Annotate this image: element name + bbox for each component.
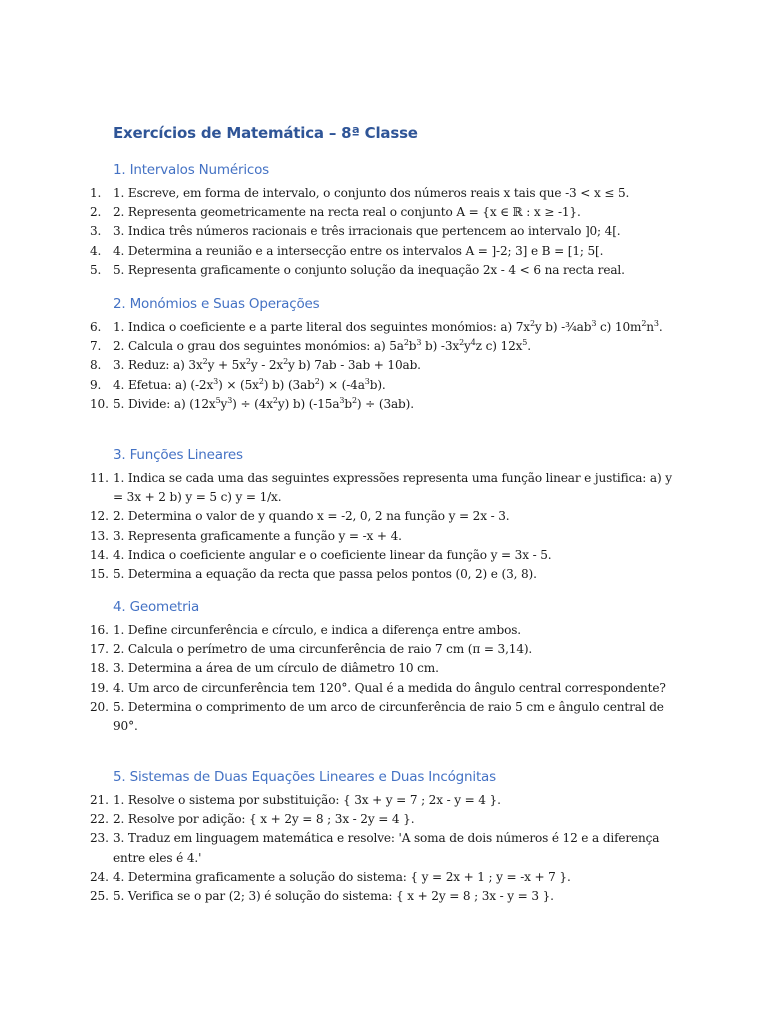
list-item	[90, 469, 673, 507]
list-item	[90, 242, 673, 261]
exercise-list	[90, 469, 673, 584]
item-number: 9.	[90, 377, 102, 392]
list-item	[90, 565, 673, 584]
item-text: 1. Indica se cada uma das seguintes expressões representa uma função linear e justifica: a) y = 3x + 2 b) y = 5 c) y = 1/x.	[113, 471, 672, 505]
list-item	[90, 203, 673, 222]
item-number: 15.	[90, 567, 109, 582]
item-text: 1. Indica o coeficiente e a parte literal dos seguintes monómios: a) $7x^2y$ b) $-\frac{3}{4}ab^3$ c) $10m^2n^3$.	[113, 319, 663, 334]
item-text: 5. Determina o comprimento de um arco de circunferência de raio 5 cm e ângulo central de 90°.	[113, 699, 664, 734]
section-heading: 3. Funções Lineares	[113, 447, 243, 463]
item-number: 5.	[90, 262, 102, 277]
list-item	[90, 659, 673, 678]
section-sistemas	[90, 767, 673, 906]
item-text: 3. Indica três números racionais e três irracionais que pertencem ao intervalo ]0; 4[.	[113, 224, 621, 239]
list-item	[90, 887, 673, 906]
section-heading: 2. Monómios e Suas Operações	[113, 296, 320, 312]
item-text: 5. Verifica se o par (2; 3) é solução do sistema: { x + 2y = 8 ; 3x - y = 3 }.	[113, 889, 554, 904]
item-number: 18.	[90, 661, 109, 676]
list-item	[90, 868, 673, 887]
item-text: 1. Define circunferência e círculo, e indica a diferença entre ambos.	[113, 623, 521, 637]
section-intervalos	[90, 160, 673, 280]
item-text: 2. Calcula o perímetro de uma circunferência de raio 7 cm (π = 3,14).	[113, 642, 533, 657]
item-text: 1. Escreve, em forma de intervalo, o conjunto dos números reais x tais que -3 < x ≤ 5.	[113, 186, 630, 200]
item-number: 25.	[90, 889, 109, 904]
item-text: 1. Resolve o sistema por substituição: { 3x + y = 7 ; 2x - y = 4 }.	[113, 793, 501, 807]
exercise-list	[90, 318, 673, 414]
item-number: 4.	[90, 243, 102, 258]
list-item	[90, 184, 673, 203]
section-funcoes	[90, 445, 673, 584]
list-item	[90, 829, 673, 867]
list-item	[90, 810, 673, 829]
list-item	[90, 261, 673, 280]
item-number: 1.	[90, 186, 102, 200]
list-item	[90, 621, 673, 640]
list-item	[90, 395, 673, 414]
item-number: 2.	[90, 205, 102, 220]
list-item	[90, 222, 673, 241]
item-number: 8.	[90, 358, 102, 373]
item-text: 5. Determina a equação da recta que passa pelos pontos (0, 2) e (3, 8).	[113, 567, 537, 582]
item-text: 2. Resolve por adição: { x + 2y = 8 ; 3x - 2y = 4 }.	[113, 812, 415, 827]
item-number: 12.	[90, 509, 109, 524]
item-number: 19.	[90, 680, 109, 695]
list-item	[90, 698, 673, 736]
list-item	[90, 546, 673, 565]
exercise-list	[90, 791, 673, 906]
section-heading: 5. Sistemas de Duas Equações Lineares e Duas Incógnitas	[113, 769, 496, 785]
item-number: 21.	[90, 793, 109, 807]
item-text: 4. Um arco de circunferência tem 120°. Qual é a medida do ângulo central correspondente?	[113, 680, 666, 695]
list-item	[90, 337, 673, 356]
section-heading: 4. Geometria	[113, 599, 200, 615]
item-text: 2. Representa geometricamente na recta real o conjunto A = {x ∈ ℝ : x ≥ -1}.	[113, 205, 581, 220]
list-item	[90, 791, 673, 810]
list-item	[90, 679, 673, 698]
item-number: 17.	[90, 642, 109, 657]
item-text: 3. Determina a área de um círculo de diâmetro 10 cm.	[113, 661, 439, 676]
item-text: 4. Determina graficamente a solução do sistema: { y = 2x + 1 ; y = -x + 7 }.	[113, 869, 571, 884]
item-text: 4. Indica o coeficiente angular e o coeficiente linear da função y = 3x - 5.	[113, 547, 552, 562]
list-item	[90, 527, 673, 546]
item-text: 3. Representa graficamente a função y = -x + 4.	[113, 528, 402, 543]
item-text: 5. Divide: a) $(12x^5y^3) \div (4x^2y)$ b) $(-15a^3b^2) \div (3ab)$.	[113, 395, 414, 411]
item-number: 3.	[90, 224, 102, 239]
list-item	[90, 376, 673, 395]
exercise-list	[90, 621, 673, 736]
item-number: 14.	[90, 547, 109, 562]
item-number: 22.	[90, 812, 109, 827]
item-text: 4. Efetua: a) $(-2x^3) \times (5x^2)$ b) $(3ab^2) \times (-4a^3b)$.	[113, 376, 386, 392]
list-item	[90, 356, 673, 375]
item-number: 6.	[90, 320, 102, 334]
item-text: 2. Determina o valor de y quando x = -2, 0, 2 na função y = 2x - 3.	[113, 509, 510, 524]
item-number: 23.	[90, 831, 109, 846]
item-text: 3. Reduz: a) $3x^2y + 5x^2y - 2x^2y$ b) 7ab - 3ab + 10ab.	[113, 357, 421, 373]
item-text: 5. Representa graficamente o conjunto solução da inequação 2x - 4 < 6 na recta real.	[113, 262, 625, 277]
item-text: 2. Calcula o grau dos seguintes monómios: a) $5a^2b^3$ b) $-3x^2y^4z$ c) $12x^5$.	[113, 338, 531, 354]
item-number: 7.	[90, 339, 102, 354]
section-geometria	[90, 597, 673, 736]
item-number: 10.	[90, 396, 109, 411]
item-text: 4. Determina a reunião e a intersecção entre os intervalos A = ]-2; 3] e B = [1; 5[.	[113, 243, 604, 258]
item-text: 3. Traduz em linguagem matemática e resolve: 'A soma de dois números é 12 e a diferença entre eles é 4.'	[113, 831, 660, 865]
list-item	[90, 640, 673, 659]
section-heading: 1. Intervalos Numéricos	[113, 162, 269, 178]
section-monomios	[90, 294, 673, 414]
document-title: Exercícios de Matemática – 8ª Classe	[113, 124, 418, 142]
item-number: 20.	[90, 699, 109, 714]
item-number: 16.	[90, 623, 109, 637]
item-number: 24.	[90, 869, 109, 884]
exercise-list	[90, 184, 673, 280]
item-number: 11.	[90, 471, 109, 485]
item-number: 13.	[90, 528, 109, 543]
list-item	[90, 507, 673, 526]
list-item	[90, 318, 673, 337]
